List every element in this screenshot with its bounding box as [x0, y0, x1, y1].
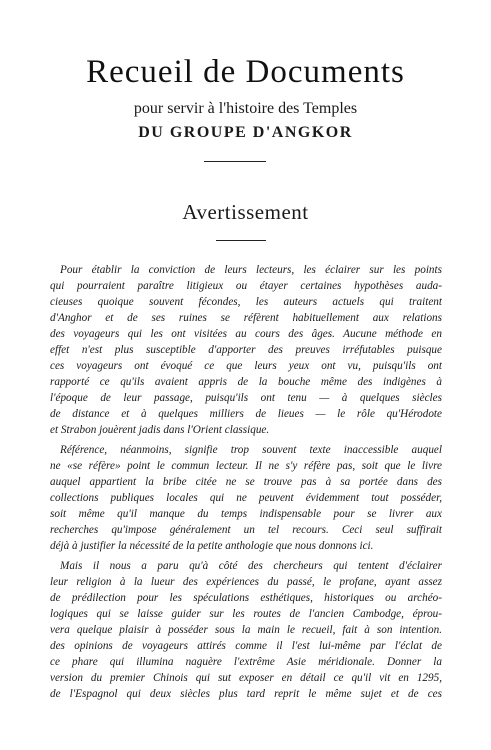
- text-line: des opinions de voyageurs attirés comme il l'est lui-même par l'éclat de: [50, 640, 442, 652]
- text-line: Référence, néanmoins, signifie trop souvent texte inaccessible auquel: [60, 444, 442, 456]
- divider-rule: [204, 161, 266, 162]
- text-line: soit même qu'il manque du temps indispensable pour se livrer aux: [50, 508, 442, 520]
- text-line: ces voyageurs ont évoqué ce que leurs yeux ont vu, puisqu'ils ont: [50, 360, 442, 372]
- text-line: et Strabon jouèrent jadis dans l'Orient classique.: [50, 424, 270, 436]
- text-line: Pour établir la conviction de leurs lecteurs, les éclairer sur les points: [60, 264, 442, 276]
- text-line: vera quelque plaisir à posséder sous la main le recueil, fait à son intention.: [50, 624, 442, 636]
- paragraph: [50, 558, 442, 702]
- text-line: ne «se réfère» point le commun lecteur. Il ne s'y réfère pas, soit que le livre: [50, 460, 442, 472]
- text-line: l'époque de leur passage, puisqu'ils ont tenu — à quelques siècles: [50, 392, 442, 404]
- text-line: de distance et à quelques milliers de lieues — le rôle qu'Hérodote: [50, 408, 442, 420]
- text-line: auquel appartient la bribe citée ne se trouve pas à sa portée dans des: [50, 476, 442, 488]
- text-line: ce phare qui illumina naguère l'extrême Asie méridionale. Donner la: [50, 656, 442, 668]
- text-line: qui pourraient paraître litigieux ou étayer certaines hypothèses auda-: [50, 280, 442, 292]
- text-line: Mais il nous a paru qu'à côté des chercheurs qui tentent d'éclairer: [60, 560, 442, 572]
- text-line: déjà à justifier la nécessité de la petite anthologie que nous donnons ici.: [50, 540, 374, 552]
- text-line: de prédilection pour les spéculations esthétiques, historiques ou archéo-: [50, 592, 442, 604]
- text-line: des voyageurs qui les ont visitées au cours des âges. Aucune méthode en: [50, 328, 442, 340]
- divider-rule: [216, 240, 266, 241]
- section-heading: Avertissement: [182, 200, 309, 224]
- text-line: leur religion à la lueur des expériences du passé, le profane, ayant assez: [50, 576, 442, 588]
- paragraph: [50, 262, 442, 438]
- page-subtitle: pour servir à l'histoire des Temples: [133, 100, 358, 117]
- text-line: d'Anghor et de ses ruines se réfèrent habituellement aux relations: [50, 312, 442, 324]
- text-line: cieuses quoique souvent fécondes, les auteurs actuels qui traitent: [50, 296, 442, 308]
- page-title: Recueil de Documents: [86, 54, 405, 90]
- text-line: de l'Espagnol qui deux siècles plus tard reprit le même sujet et de ces: [50, 688, 442, 700]
- text-line: effet n'est plus susceptible d'apporter des preuves irréfutables puisque: [50, 344, 442, 356]
- text-line: version du premier Chinois qui sut exposer en détail ce qu'il vit en 1295,: [50, 672, 442, 684]
- text-line: recherches qu'impose généralement un tel recours. Ceci seul suffirait: [50, 524, 442, 536]
- text-line: rapporté ce qu'ils avaient appris de la bouche même des indigènes à: [50, 376, 442, 388]
- body-text: [50, 262, 442, 706]
- group-title: DU GROUPE D'ANGKOR: [138, 124, 353, 141]
- paragraph: [50, 442, 442, 554]
- text-line: collections publiques locales qui ne peuvent évidemment tout posséder,: [50, 492, 442, 504]
- text-line: logiques qui se laisse guider sur les routes de l'ancien Cambodge, éprou-: [50, 608, 442, 620]
